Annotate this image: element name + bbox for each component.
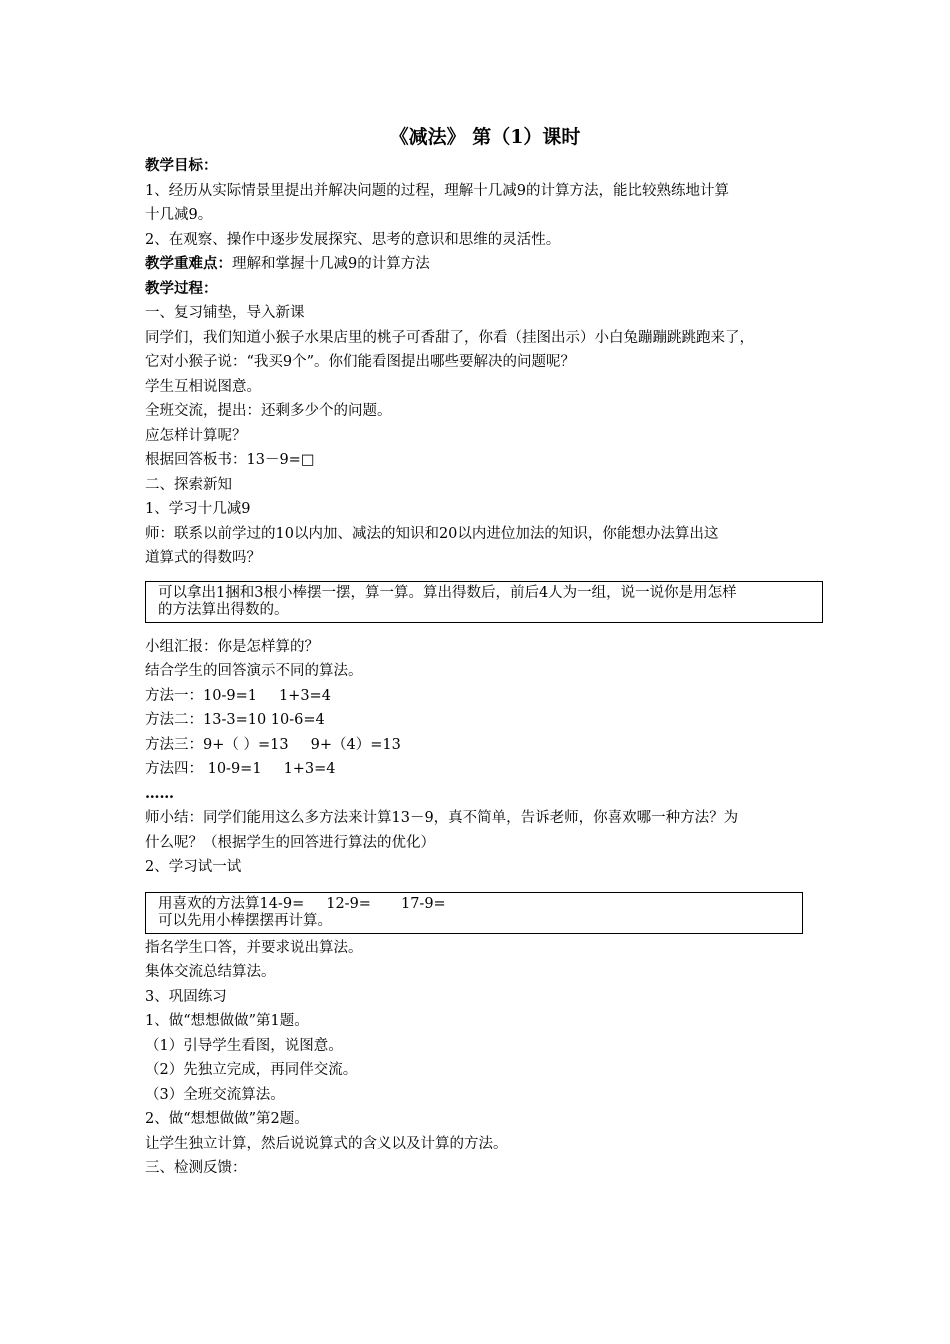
section-1-para-1-line-2: 它对小猴子说：“我买9个”。你们能看图提出哪些要解决的问题呢？: [145, 354, 576, 370]
exercise-17-9: 17-9=: [400, 895, 446, 912]
key-points-label: 教学重难点：: [145, 255, 232, 272]
section-1-para-1-line-1: 同学们，我们知道小猴子水果店里的桃子可香甜了，你看（挂图出示）小白兔蹦蹦跳跳跑来了，: [145, 329, 754, 346]
method-1: [145, 684, 825, 709]
exercise-1: 1、做“想想做做”第1题。: [145, 1013, 309, 1029]
exercise-12-9: 12-9=: [326, 895, 371, 912]
goal-1-line-1: 1、经历从实际情景里提出并解决问题的过程，理解十几减9的计算方法，能比较熟练地计算: [145, 182, 729, 199]
section-2-para-1-line-1: 师：联系以前学过的10以内加、减法的知识和20以内进位加法的知识，你能想办法算出这: [145, 525, 719, 542]
goal-1-line-2: 十几减9。: [145, 207, 213, 223]
method-4-step-1: 方法四： 10-9=1: [145, 761, 262, 777]
section-2-para-5: 集体交流总结算法。: [145, 964, 276, 980]
method-4-step-2: 1+3=4: [283, 761, 336, 777]
section-2-sub-3: 3、巩固练习: [145, 988, 227, 1005]
goal-2: 2、在观察、操作中逐步发展探究、思考的意识和思维的灵活性。: [145, 231, 561, 248]
process-heading: 教学过程：: [145, 279, 218, 297]
section-2-para-4: 指名学生口答，并要求说出算法。: [145, 939, 363, 956]
ellipsis: ……: [145, 784, 174, 802]
section-1-para-2: 学生互相说图意。: [145, 378, 261, 395]
page-title: 《减法》 第（1）课时: [389, 126, 581, 148]
method-1-step-1: 方法一：10-9=1: [145, 687, 257, 704]
method-2: 方法二：13-3=10 10-6=4: [145, 712, 325, 728]
activity-box-2-line-2: 可以先用小棒摆摆再计算。: [158, 912, 332, 929]
section-3-title: 三、检测反馈：: [145, 1160, 247, 1176]
activity-box-2: [145, 892, 803, 934]
section-1-title: 一、复习铺垫，导入新课: [145, 305, 305, 321]
activity-box-1: [145, 581, 823, 623]
section-2-sub-2: 2、学习试一试: [145, 859, 242, 875]
method-4: [145, 757, 825, 782]
section-2-sub-1: 1、学习十几减9: [145, 501, 251, 517]
method-1-step-2: 1+3=4: [278, 687, 331, 704]
exercise-2-text: 让学生独立计算，然后说说算式的含义以及计算的方法。: [145, 1135, 508, 1152]
exercise-1-step-3: （3）全班交流算法。: [145, 1086, 285, 1103]
method-3-step-1: 方法三：9+（ ）=13: [145, 736, 289, 753]
exercise-2: 2、做“想想做做”第2题。: [145, 1111, 309, 1127]
method-3: [145, 733, 825, 758]
section-2-para-1-line-2: 道算式的得数吗？: [145, 550, 261, 566]
exercise-14-9: 用喜欢的方法算14-9=: [158, 895, 305, 912]
activity-box-1-line-1: 可以拿出1捆和3根小棒摆一摆，算一算。算出得数后，前后4人为一组，说一说你是用怎样: [158, 584, 737, 601]
section-2-title: 二、探索新知: [145, 476, 232, 493]
goals-heading: 教学目标：: [145, 157, 218, 174]
exercise-1-step-2: （2）先独立完成，再同伴交流。: [145, 1062, 358, 1078]
document-page: [145, 120, 825, 1181]
exercise-1-step-1: （1）引导学生看图，说图意。: [145, 1037, 343, 1054]
section-1-para-4: 应怎样计算呢？: [145, 427, 247, 444]
key-points-text: 理解和掌握十几减9的计算方法: [232, 256, 430, 272]
activity-box-2-line-1: [158, 896, 790, 913]
section-2-para-2: 小组汇报：你是怎样算的？: [145, 638, 319, 655]
teacher-summary-line-2: 什么呢？（根据学生的回答进行算法的优化）: [145, 834, 435, 851]
activity-box-1-line-2: 的方法算出得数的。: [158, 601, 289, 618]
section-1-para-3: 全班交流，提出：还剩多少个的问题。: [145, 403, 392, 419]
teacher-summary-line-1: 师小结：同学们能用这么多方法来计算13－9，真不简单，告诉老师，你喜欢哪一种方法？为: [145, 810, 739, 826]
section-2-para-3: 结合学生的回答演示不同的算法。: [145, 663, 363, 679]
key-points: [145, 252, 825, 277]
method-3-step-2: 9+（4）=13: [310, 736, 401, 753]
section-1-para-5: 根据回答板书：13－9=□: [145, 452, 315, 468]
